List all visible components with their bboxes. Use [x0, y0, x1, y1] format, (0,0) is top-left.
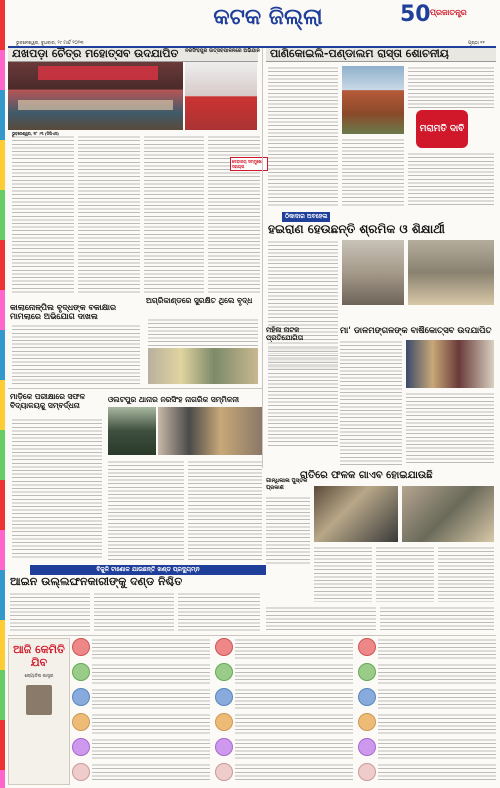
lead-byline: ଭୁବନେଶ୍ୱର, ୨୮ ।୩ (ଡିପିଏସ) [12, 131, 59, 136]
small-headline-2: ଗାନ୍ଧିଲୀଳା ପୁସ୍ତକ ପ୍ରକାଶ [266, 478, 308, 491]
lead-photo [8, 62, 183, 130]
zodiac-text [378, 738, 496, 760]
zodiac-sign-icon [215, 688, 233, 706]
road-body-col4 [408, 152, 494, 206]
zodiac-sign-icon [358, 688, 376, 706]
band-rule [8, 388, 262, 389]
zodiac-sign-icon [358, 638, 376, 656]
lead-inset-photo [185, 62, 257, 130]
road-headline-banner [266, 48, 496, 62]
horoscope-box [8, 638, 70, 785]
lead-body-col1 [12, 135, 74, 295]
small-story-body [268, 346, 338, 446]
bottom-body-col2 [94, 592, 174, 632]
color-registration-strip [0, 0, 5, 788]
zodiac-sign-icon [72, 638, 90, 656]
bottom-body-col3 [178, 592, 260, 632]
narasingha-title: ନରସିଂହପୁର ଉତ୍ସବପାଳନରେ ଅଭିଯାନ [185, 48, 260, 54]
night-headline: ରାତିରେ ଫଳକ ଗାଏବ ହୋଇଯାଉଛି [300, 470, 433, 481]
zodiac-sign-icon [215, 663, 233, 681]
horoscope-subtitle: ଜ୍ୟୋତିଷ ଶାସ୍ତ୍ର [24, 674, 54, 679]
bottom-right-body-2 [380, 606, 494, 632]
horoscope-title: ଆଜି କେମିତି ଯିବ [13, 643, 65, 669]
page-number: ପୃଷ୍ଠା ୧୧ [468, 41, 485, 46]
zodiac-text [378, 688, 496, 710]
section-title: କଟକ ଜିଲ୍ଲା [213, 4, 323, 30]
horoscope-author-photo [26, 685, 52, 715]
police-photo-2 [158, 407, 262, 455]
zodiac-sign-icon [358, 663, 376, 681]
zodiac-sign-icon [215, 763, 233, 781]
zodiac-text [235, 638, 353, 660]
road-headline: ପାଣିକୋଇଲି-ପଣ୍ଡାଲମ ରାସ୍ତା ଶୋଚନୀୟ [270, 48, 449, 60]
narasingha-badge: ଦେବାଳୟ ସମ୍ମୁଖେ ସହାୟତା [230, 157, 268, 171]
night-body-col2 [376, 546, 434, 602]
night-body-col3 [438, 546, 494, 602]
bottom-body-col1 [10, 592, 90, 632]
masthead [8, 2, 496, 48]
lead-headline: ଯଖପଡ଼ା ଚୈତ୍ର ମହୋତ୍ସବ ଉଦଯାପିତ [12, 48, 179, 60]
night-body-col1 [314, 546, 372, 602]
zodiac-text [92, 688, 210, 710]
dateline: ଭୁବନେଶ୍ୱର, ବୁଧବାର, ୨୯ ମାର୍ଚ୍ଚ ୨୦୨୩ [16, 41, 84, 46]
zodiac-text [92, 638, 210, 660]
bottom-headline: ଆଇନ ଉଲ୍ଲଙ୍ଘନକାରୀଙ୍କୁ ଦଣ୍ଡ ନିଶ୍ଚିତ [10, 575, 183, 588]
bottom-tag: ବିଜୁଳି ଟାଣୋଳ ଯାଉଛନ୍ତି ଖଣ୍ଡ ପ୍ରଦ୍ୟୁମ୍ନ [30, 565, 266, 575]
workers-photo-1 [342, 240, 404, 305]
section-tag: ଠିକାଦାର ଅବହେଳା [282, 212, 330, 222]
col-divider [262, 48, 263, 468]
road-body-col3 [408, 66, 494, 108]
zodiac-text [235, 763, 353, 781]
zodiac-text [92, 713, 210, 735]
zodiac-sign-icon [72, 688, 90, 706]
lead-photo-banner [38, 66, 158, 80]
small-headline: ମହିଳା ନାଟକ ପ୍ରତିଯୋଗିତା [266, 326, 304, 342]
night-photo-2 [402, 486, 494, 542]
police-photo-1 [108, 407, 156, 455]
zodiac-text [92, 663, 210, 685]
zodiac-sign-icon [215, 713, 233, 731]
mid-story-3-photo [148, 348, 258, 384]
road-badge-text: ମରାମତି ଦାବି [419, 123, 465, 134]
school-body [12, 418, 102, 558]
zodiac-sign-icon [358, 713, 376, 731]
mid-story-3-body [148, 318, 258, 346]
zodiac-text [235, 663, 353, 685]
zodiac-sign-icon [72, 763, 90, 781]
police-body-col2 [188, 460, 262, 560]
fest-photo [406, 340, 494, 388]
zodiac-text [235, 738, 353, 760]
police-headline: ଓଲଟପୁର ଥାନାର ନରସିଂହ ନାଗରିକ ସମ୍ମିଳନୀ [108, 395, 240, 404]
road-photo [342, 66, 404, 134]
zodiac-sign-icon [72, 663, 90, 681]
fest-body-col2 [406, 392, 494, 465]
night-photo-1 [314, 486, 398, 542]
road-badge [416, 110, 468, 148]
zodiac-text [235, 713, 353, 735]
lead-photo-stage [18, 100, 173, 110]
logo-name: ପ୍ରଜାତନ୍ତ୍ର [430, 8, 467, 17]
zodiac-text [378, 763, 496, 781]
zodiac-text [378, 638, 496, 660]
lead-body-col3 [144, 135, 204, 295]
police-body-col1 [108, 460, 184, 560]
zodiac-text [378, 713, 496, 735]
workers-photo-2 [408, 240, 494, 305]
logo [400, 2, 496, 30]
fest-headline: ମା' ଡାଳମଙ୍ଗଳଙ୍କ ବାର୍ଷିକୋତ୍ସବ ଉଦଯାପିତ [340, 326, 492, 336]
zodiac-sign-icon [358, 763, 376, 781]
bottom-right-body-1 [266, 606, 376, 632]
mid-story-2-body [12, 324, 140, 384]
zodiac-text [92, 763, 210, 781]
zodiac-sign-icon [72, 738, 90, 756]
logo-number: 50 [400, 2, 431, 27]
zodiac-grid [72, 638, 496, 784]
horoscope-rule [8, 635, 496, 636]
fest-body-col1 [340, 340, 402, 465]
zodiac-sign-icon [215, 738, 233, 756]
workers-headline: ହଇରାଣ ହେଉଛନ୍ତି ଶ୍ରମିକ ଓ ଶିକ୍ଷାର୍ଥୀ [268, 222, 445, 236]
school-headline: ମାଡ଼ିକେ ପରୀକ୍ଷାରେ ସଫଳ ବିଦ୍ୟାଳୟକୁ ସମ୍ବର୍ଦ୍ଧନା [10, 392, 86, 410]
lead-body-col2 [78, 135, 140, 295]
mid-headline-2: କାଲାନୋଳ୍ପିଲ ବୃଦ୍ଧଙ୍କ ବକାକ୍ଷାର ମାମଲାରେ ଅଭିଯୋଗ ଦାଖଲ [10, 303, 117, 321]
zodiac-text [378, 663, 496, 685]
mid-headline-3: ଅଗ୍ରିକାଣ୍ଡରେ ସୁରକ୍ଷିତ ଥିଲେ ବୃଦ୍ଧ [146, 296, 253, 305]
road-body-col2 [342, 138, 404, 206]
zodiac-text [235, 688, 353, 710]
road-body-col1 [268, 66, 338, 206]
zodiac-sign-icon [72, 713, 90, 731]
zodiac-sign-icon [215, 638, 233, 656]
small-story-2-body [266, 496, 310, 564]
zodiac-sign-icon [358, 738, 376, 756]
zodiac-text [92, 738, 210, 760]
